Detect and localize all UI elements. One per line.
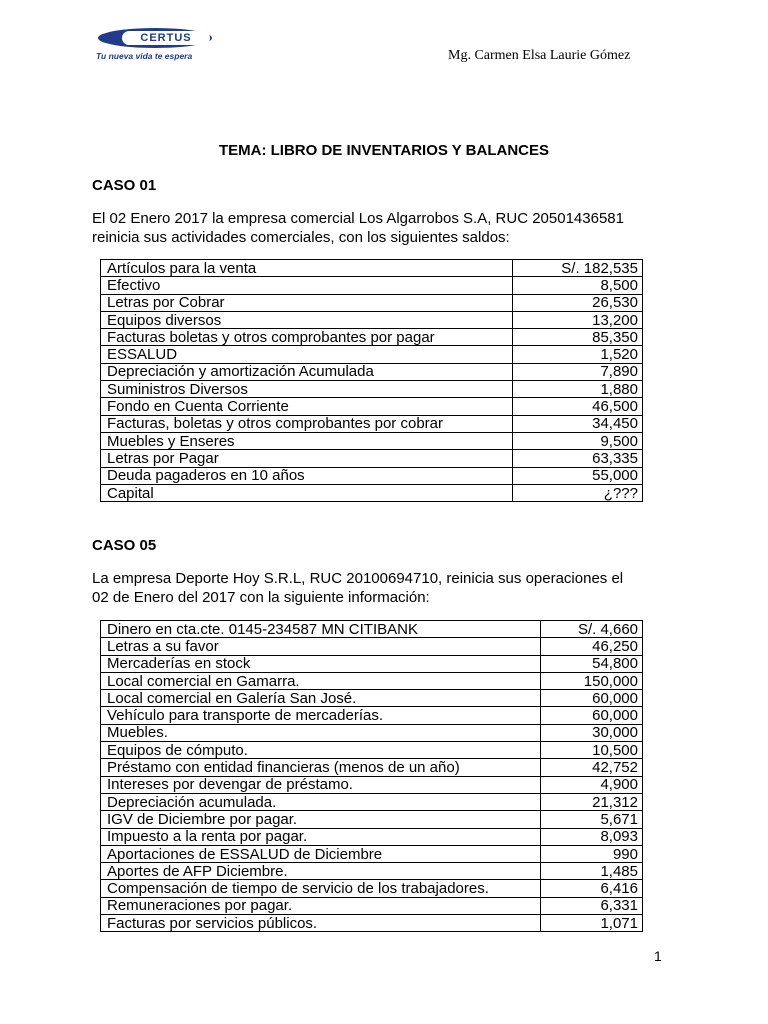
account-label: Letras a su favor [101, 638, 541, 655]
account-label: ESSALUD [101, 346, 513, 363]
table-row [101, 450, 643, 467]
account-amount: 1,520 [513, 346, 643, 363]
account-label: Depreciación acumulada. [101, 793, 541, 810]
page-number: 1 [654, 948, 662, 964]
account-amount: S/. 182,535 [513, 260, 643, 277]
account-amount: 30,000 [541, 724, 643, 741]
table-row [101, 363, 643, 380]
table-row [101, 415, 643, 432]
table-row [101, 724, 643, 741]
table-row [101, 655, 643, 672]
account-label: Suministros Diversos [101, 381, 513, 398]
table-row [101, 260, 643, 277]
account-label: Impuesto a la renta por pagar. [101, 828, 541, 845]
account-label: Dinero en cta.cte. 0145-234587 MN CITIBANK [101, 621, 541, 638]
account-amount: 34,450 [513, 415, 643, 432]
table-row [101, 311, 643, 328]
account-label: Equipos de cómputo. [101, 742, 541, 759]
table-row [101, 915, 643, 932]
account-label: Equipos diversos [101, 311, 513, 328]
account-label: Intereses por devengar de préstamo. [101, 776, 541, 793]
table-row [101, 432, 643, 449]
account-amount: 55,000 [513, 467, 643, 484]
account-label: Facturas boletas y otros comprobantes por pagar [101, 329, 513, 346]
case1-intro-line1: El 02 Enero 2017 la empresa comercial Los Algarrobos S.A, RUC 20501436581 [92, 210, 624, 227]
account-label: IGV de Diciembre por pagar. [101, 811, 541, 828]
account-label: Letras por Pagar [101, 450, 513, 467]
table-row [101, 398, 643, 415]
account-amount: 7,890 [513, 363, 643, 380]
case5-intro-line1: La empresa Deporte Hoy S.R.L, RUC 20100694710, reinicia sus operaciones el [92, 570, 624, 587]
account-label: Vehículo para transporte de mercaderías. [101, 707, 541, 724]
account-label: Aportes de AFP Diciembre. [101, 863, 541, 880]
account-amount: 1,485 [541, 863, 643, 880]
account-amount: 8,093 [541, 828, 643, 845]
account-amount: 1,071 [541, 915, 643, 932]
table-row [101, 346, 643, 363]
account-amount: 60,000 [541, 707, 643, 724]
case5-intro [92, 569, 672, 607]
table-row [101, 672, 643, 689]
account-amount: 46,250 [541, 638, 643, 655]
table-row [101, 484, 643, 501]
account-amount: 42,752 [541, 759, 643, 776]
account-label: Mercaderías en stock [101, 655, 541, 672]
account-amount: 13,200 [513, 311, 643, 328]
case1-heading: CASO 01 [92, 177, 157, 194]
table-row [101, 845, 643, 862]
case1-intro [92, 209, 662, 247]
account-label: Artículos para la venta [101, 260, 513, 277]
account-amount: S/. 4,660 [541, 621, 643, 638]
account-amount: 63,335 [513, 450, 643, 467]
account-label: Facturas por servicios públicos. [101, 915, 541, 932]
account-label: Préstamo con entidad financieras (menos de un año) [101, 759, 541, 776]
account-amount: 60,000 [541, 690, 643, 707]
account-label: Local comercial en Gamarra. [101, 672, 541, 689]
account-amount: 8,500 [513, 277, 643, 294]
account-amount: 9,500 [513, 432, 643, 449]
page-title: TEMA: LIBRO DE INVENTARIOS Y BALANCES [218, 142, 550, 159]
account-label: Muebles. [101, 724, 541, 741]
case5-balance-table [100, 620, 643, 932]
table-row [101, 776, 643, 793]
case5-heading: CASO 05 [92, 537, 157, 554]
account-amount: 6,416 [541, 880, 643, 897]
author-name: Mg. Carmen Elsa Laurie Gómez [448, 48, 631, 63]
table-row [101, 467, 643, 484]
account-label: Efectivo [101, 277, 513, 294]
table-row [101, 793, 643, 810]
account-amount: 54,800 [541, 655, 643, 672]
account-amount: 990 [541, 845, 643, 862]
account-amount: 4,900 [541, 776, 643, 793]
account-label: Remuneraciones por pagar. [101, 897, 541, 914]
logo-tagline: Tu nueva vida te espera [96, 51, 193, 61]
table-row [101, 811, 643, 828]
account-amount: 26,530 [513, 294, 643, 311]
case1-balance-table [100, 259, 643, 502]
account-amount: 21,312 [541, 793, 643, 810]
table-row [101, 897, 643, 914]
table-row [101, 621, 643, 638]
account-amount: 5,671 [541, 811, 643, 828]
table-row [101, 329, 643, 346]
account-label: Capital [101, 484, 513, 501]
account-amount: 10,500 [541, 742, 643, 759]
case1-intro-line2: reinicia sus actividades comerciales, con los siguientes saldos: [92, 229, 510, 246]
account-label: Depreciación y amortización Acumulada [101, 363, 513, 380]
account-amount: 85,350 [513, 329, 643, 346]
table-row [101, 294, 643, 311]
account-amount: 6,331 [541, 897, 643, 914]
table-row [101, 742, 643, 759]
account-label: Letras por Cobrar [101, 294, 513, 311]
table-row [101, 759, 643, 776]
logo-text: CERTUS [122, 31, 210, 45]
table-row [101, 863, 643, 880]
account-amount: 46,500 [513, 398, 643, 415]
account-label: Aportaciones de ESSALUD de Diciembre [101, 845, 541, 862]
table-row [101, 277, 643, 294]
account-amount: ¿??? [513, 484, 643, 501]
table-row [101, 638, 643, 655]
case5-intro-line2: 02 de Enero del 2017 con la siguiente información: [92, 589, 430, 606]
table-row [101, 828, 643, 845]
account-label: Compensación de tiempo de servicio de los trabajadores. [101, 880, 541, 897]
account-amount: 1,880 [513, 381, 643, 398]
table-row [101, 707, 643, 724]
table-row [101, 381, 643, 398]
account-label: Deuda pagaderos en 10 años [101, 467, 513, 484]
table-row [101, 880, 643, 897]
account-label: Local comercial en Galería San José. [101, 690, 541, 707]
account-amount: 150,000 [541, 672, 643, 689]
account-label: Fondo en Cuenta Corriente [101, 398, 513, 415]
account-label: Facturas, boletas y otros comprobantes por cobrar [101, 415, 513, 432]
certus-logo [96, 24, 226, 66]
logo-emblem [98, 28, 212, 48]
account-label: Muebles y Enseres [101, 432, 513, 449]
table-row [101, 690, 643, 707]
